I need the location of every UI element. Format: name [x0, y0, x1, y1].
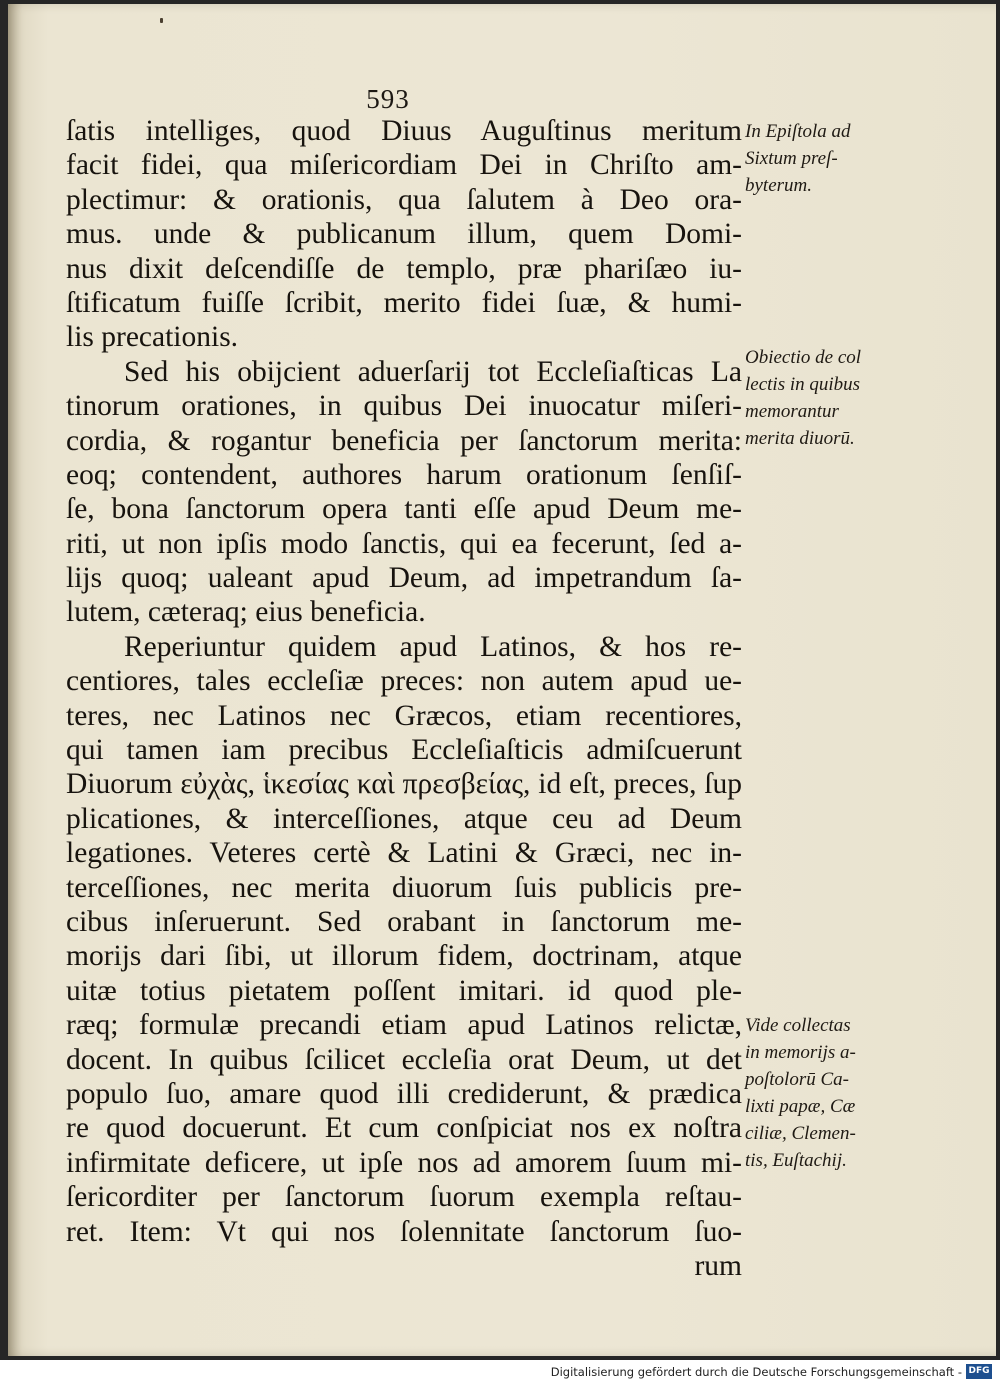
text-line: legationes. Veteres certè & Latini & Græci, nec in-	[66, 837, 742, 870]
text-line: re quod docuerunt. Et cum conſpiciat nos ex noſtra	[66, 1112, 742, 1145]
page-number: 593	[366, 84, 410, 114]
text-line: plicationes, & interceſſiones, atque ceu ad Deum	[66, 802, 742, 835]
margin-note-collectas	[745, 1012, 895, 1174]
margin-note-obiectio	[745, 344, 895, 452]
dfg-logo: DFG	[966, 1364, 992, 1379]
text-line: qui tamen iam precibus Eccleſiaſticis admiſcuerunt	[66, 734, 742, 767]
margin-note-line: lectis in quibus	[745, 374, 861, 395]
text-line: morijs dari ſibi, ut illorum fidem, doctrinam, atque	[66, 940, 742, 973]
text-line: lutem, cæteraq; eius beneficia.	[66, 596, 426, 629]
margin-note-line: lixti papæ, Cæ	[745, 1096, 856, 1117]
margin-note-line: memorantur	[745, 401, 839, 422]
text-line: Reperiuntur quidem apud Latinos, & hos re-	[124, 630, 742, 663]
text-line: Sed his obijcient aduerſarij tot Eccleſiaſticas La	[124, 355, 742, 388]
funding-credit: Digitalisierung gefördert durch die Deutsche Forschungsgemeinschaft -	[550, 1365, 962, 1379]
text-line: cordia, & rogantur beneficia per ſanctorum merita:	[66, 424, 742, 457]
margin-note-line: Obiectio de col	[745, 347, 862, 368]
text-line: ſe, bona ſanctorum opera tanti eſſe apud Deum me-	[66, 493, 742, 526]
text-line: Diuorum εὐχὰς, ἱκεσίας καὶ πρεσβείας, id eſt, preces, ſup	[66, 768, 742, 801]
footer-bar	[0, 1360, 1000, 1385]
margin-note-line: tis, Euſtachij.	[745, 1150, 847, 1171]
margin-note-line: Sixtum preſ-	[745, 148, 838, 169]
text-line: cibus inſeruerunt. Sed orabant in ſanctorum me-	[66, 905, 742, 938]
text-line: lis precationis.	[66, 321, 239, 354]
margin-note-line: byterum.	[745, 175, 813, 196]
text-line: centiores, tales eccleſiæ preces: non autem apud ue-	[66, 665, 742, 698]
text-line: ræq; formulæ precandi etiam apud Latinos relictæ,	[66, 1009, 742, 1042]
text-line: mus. unde & publicanum illum, quem Domi-	[66, 218, 742, 251]
text-line: facit fidei, qua miſericordiam Dei in Chriſto am-	[66, 149, 742, 182]
text-line: eoq; contendent, authores harum orationum ſenſiſ-	[66, 458, 742, 491]
text-line: plectimur: & orationis, qua ſalutem à Deo ora-	[66, 183, 742, 216]
text-line: nus dixit deſcendiſſe de templo, præ phariſæo iu-	[66, 252, 742, 285]
scan-speck	[160, 18, 163, 23]
text-line: uitæ totius pietatem poſſent imitari. id quod ple-	[66, 974, 742, 1007]
text-line: riti, ut non ipſis modo ſanctis, qui ea fecerunt, ſed a-	[66, 527, 742, 560]
margin-note-line: merita diuorū.	[745, 428, 855, 449]
text-line: docent. In quibus ſcilicet eccleſia orat Deum, ut det	[66, 1043, 742, 1076]
text-line: populo ſuo, amare quod illi crediderunt, & prædica	[66, 1077, 742, 1110]
text-line: lijs quoq; ualeant apud Deum, ad impetrandum ſa-	[66, 562, 742, 595]
body-text	[66, 114, 742, 1283]
catchword: rum	[694, 1249, 742, 1282]
margin-note-line: Vide collectas	[745, 1015, 851, 1036]
book-page	[8, 4, 996, 1356]
margin-note-line: poſtolorū Ca-	[745, 1069, 849, 1090]
text-line: ret. Item: Vt qui nos ſolennitate ſanctorum ſuo-	[66, 1215, 742, 1248]
text-line: ſatis intelliges, quod Diuus Auguſtinus meritum	[66, 115, 742, 147]
text-line: tinorum orationes, in quibus Dei inuocatur miſeri-	[66, 390, 742, 423]
margin-note-line: In Epiſtola ad	[745, 121, 851, 142]
text-line: ſtificatum fuiſſe ſcribit, merito fidei ſuæ, & humi-	[66, 286, 742, 319]
text-line: ſericorditer per ſanctorum ſuorum exempla reſtau-	[66, 1181, 742, 1214]
margin-note-line: ciliæ, Clemen-	[745, 1123, 856, 1144]
text-line: teres, nec Latinos nec Græcos, etiam recentiores,	[66, 699, 742, 732]
text-line: terceſſiones, nec merita diuorum ſuis publicis pre-	[66, 871, 742, 904]
margin-note-line: in memorijs a-	[745, 1042, 856, 1063]
text-line: infirmitate deficere, ut ipſe nos ad amorem ſuum mi-	[66, 1146, 742, 1179]
margin-note-epistola	[745, 118, 895, 199]
